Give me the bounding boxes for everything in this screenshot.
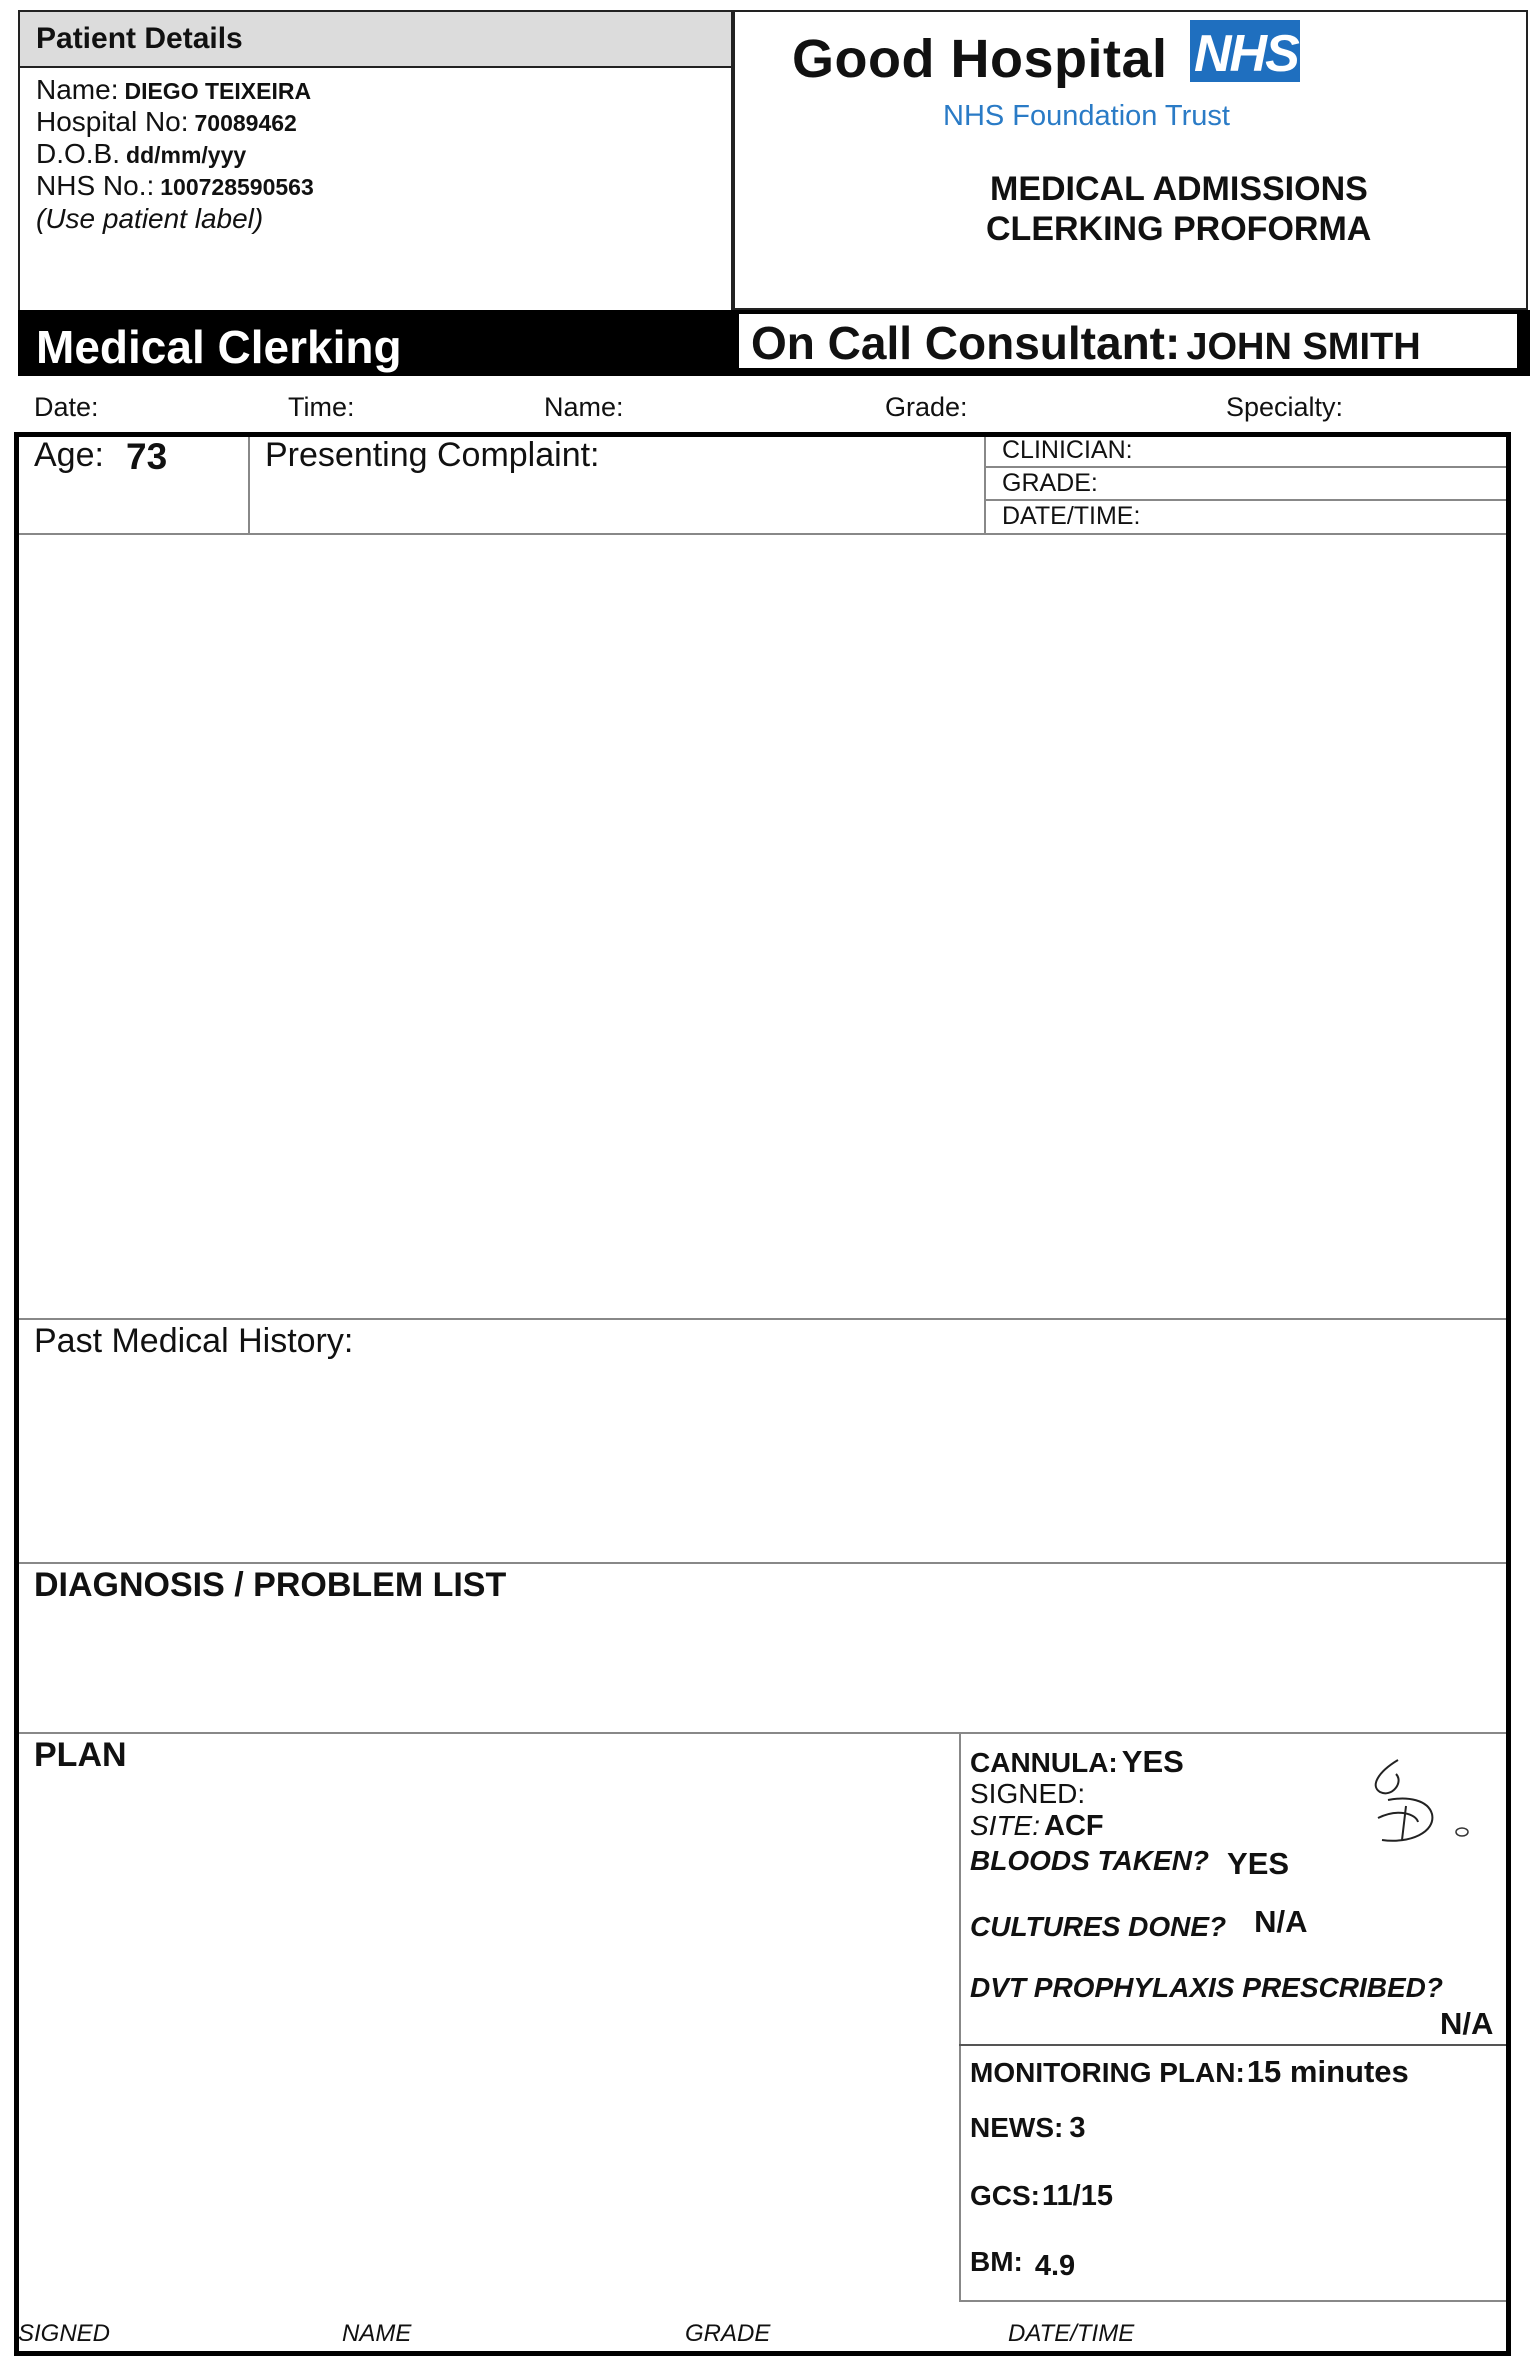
dvt-value[interactable]: N/A	[1440, 2006, 1494, 2041]
cannula-value[interactable]: YES	[1121, 1744, 1184, 1779]
footer-name[interactable]: NAME	[342, 2320, 412, 2347]
plan-label: PLAN	[34, 1736, 127, 1774]
section-title: Medical Clerking	[36, 321, 402, 373]
divider	[19, 1732, 1506, 1734]
patient-details-heading: Patient Details	[36, 22, 243, 55]
pmh-area[interactable]	[19, 1370, 1506, 1562]
bm-row	[970, 2246, 1076, 2282]
consultant-label: On Call Consultant:	[751, 317, 1181, 369]
site-label: SITE:	[970, 1810, 1041, 1841]
dob-label: D.O.B.	[36, 138, 121, 169]
monitoring-value[interactable]: 15 minutes	[1246, 2054, 1409, 2089]
nhs-no-label: NHS No.:	[36, 170, 155, 201]
monitoring-label: MONITORING PLAN:	[970, 2057, 1245, 2088]
gcs-row	[970, 2180, 1113, 2213]
news-value[interactable]: 3	[1069, 2112, 1086, 2144]
signed-label[interactable]: SIGNED:	[970, 1778, 1086, 1809]
grade-field-label[interactable]: GRADE:	[1002, 469, 1098, 497]
divider	[19, 1318, 1506, 1320]
dvt-label: DVT PROPHYLAXIS PRESCRIBED?	[970, 1972, 1443, 2003]
dvt-row	[970, 1972, 1443, 2004]
patient-name-value[interactable]: DIEGO TEIXEIRA	[124, 78, 312, 104]
divider	[248, 437, 250, 533]
gcs-value[interactable]: 11/15	[1042, 2180, 1113, 2212]
consultant-field	[739, 314, 1517, 368]
news-row	[970, 2112, 1085, 2145]
hospital-name: Good Hospital	[792, 29, 1168, 89]
cannula-row	[970, 1744, 1184, 1780]
nhs-no-row	[36, 172, 314, 200]
bloods-row	[970, 1842, 1290, 1881]
bm-label: BM:	[970, 2246, 1023, 2277]
dob-value[interactable]: dd/mm/yyy	[126, 142, 247, 168]
nhs-no-value[interactable]: 100728590563	[160, 174, 314, 200]
signature-scribble	[1358, 1752, 1478, 1858]
site-row	[970, 1810, 1104, 1843]
patient-name-row	[36, 76, 311, 104]
bloods-label: BLOODS TAKEN?	[970, 1845, 1210, 1876]
divider	[984, 437, 986, 533]
cannula-label: CANNULA:	[970, 1747, 1118, 1778]
patient-details-header	[18, 10, 733, 68]
divider	[984, 466, 1506, 468]
divider	[984, 499, 1506, 501]
hospital-no-label: Hospital No:	[36, 106, 189, 137]
site-value[interactable]: ACF	[1044, 1810, 1104, 1842]
grade-label[interactable]: Grade:	[885, 392, 968, 422]
footer-signed[interactable]: SIGNED	[18, 2320, 111, 2347]
form-title-line2: CLERKING PROFORMA	[986, 210, 1372, 248]
patient-label-hint: (Use patient label)	[36, 203, 264, 234]
footer-grade[interactable]: GRADE	[685, 2320, 771, 2347]
date-label[interactable]: Date:	[34, 392, 99, 422]
footer-datetime[interactable]: DATE/TIME	[1008, 2320, 1135, 2347]
section-title-bar	[18, 310, 733, 376]
nhs-logo	[1190, 20, 1300, 82]
presenting-complaint-label: Presenting Complaint:	[265, 436, 600, 474]
divider	[959, 2300, 1506, 2302]
datetime-label[interactable]: DATE/TIME:	[1002, 502, 1141, 530]
age-value[interactable]: 73	[126, 436, 168, 477]
bloods-value[interactable]: YES	[1227, 1846, 1290, 1881]
trust-name: NHS Foundation Trust	[943, 100, 1230, 132]
time-label[interactable]: Time:	[288, 392, 355, 422]
clinician-label[interactable]: CLINICIAN:	[1002, 436, 1133, 464]
patient-name-label: Name:	[36, 74, 119, 105]
form-title-line1: MEDICAL ADMISSIONS	[990, 170, 1368, 208]
diagnosis-area[interactable]	[19, 1610, 1506, 1732]
cultures-value[interactable]: N/A	[1254, 1904, 1308, 1939]
diagnosis-label: DIAGNOSIS / PROBLEM LIST	[34, 1566, 507, 1604]
divider	[959, 2044, 1506, 2046]
divider	[19, 1562, 1506, 1564]
consultant-bar	[733, 310, 1530, 376]
age-label: Age:	[34, 436, 104, 474]
cultures-label: CULTURES DONE?	[970, 1911, 1227, 1942]
monitoring-row	[970, 2054, 1409, 2090]
cultures-row	[970, 1904, 1308, 1944]
news-label: NEWS:	[970, 2112, 1064, 2143]
divider	[959, 1732, 961, 2302]
presenting-complaint-area[interactable]	[19, 535, 1506, 1318]
bm-value[interactable]: 4.9	[1034, 2250, 1076, 2282]
nhs-logo-text: NHS	[1194, 25, 1298, 83]
plan-area[interactable]	[19, 1780, 959, 2300]
hospital-no-row	[36, 108, 297, 136]
dob-row	[36, 140, 246, 168]
specialty-label[interactable]: Specialty:	[1226, 392, 1344, 422]
gcs-label: GCS:	[970, 2180, 1040, 2211]
pmh-label: Past Medical History:	[34, 1322, 354, 1360]
hospital-no-value[interactable]: 70089462	[194, 110, 297, 136]
consultant-value[interactable]: JOHN SMITH	[1186, 326, 1421, 368]
name-label[interactable]: Name:	[544, 392, 624, 422]
